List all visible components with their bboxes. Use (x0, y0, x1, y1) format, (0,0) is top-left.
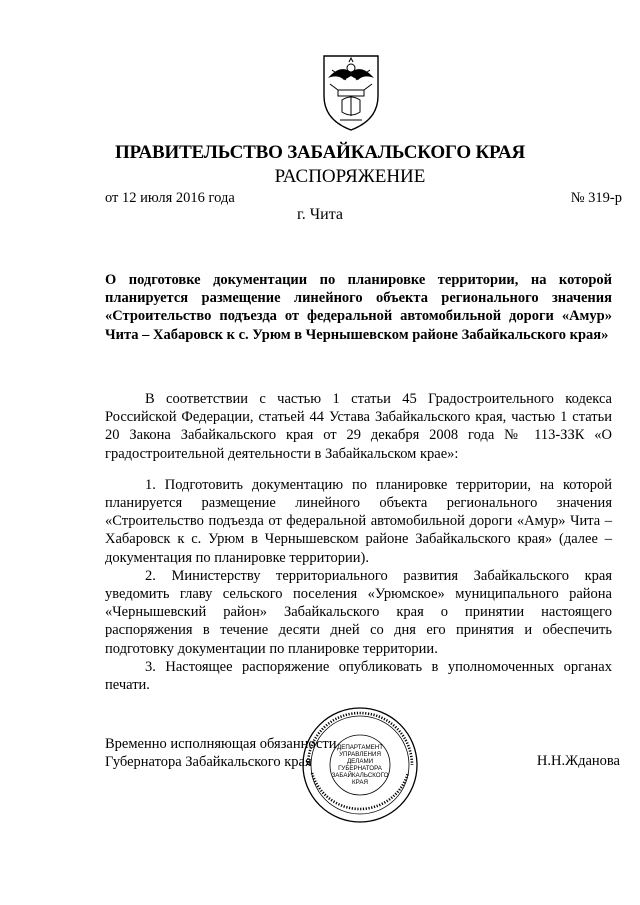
document-date: от 12 июля 2016 года (105, 190, 235, 206)
seal-line-4: ГУБЕРНАТОРА (338, 765, 382, 772)
item-1-paragraph: 1. Подготовить документацию по планировке территории, на которой планируется размещение линейного объекта регионального значения «Строительство подъезда от федеральной автомобильной дороги «Амур» Чита – Хабаровск к с. Урюм в Чернышевском районе Забайкальского края» (далее – документация по планировке территории). (105, 476, 612, 566)
seal-line-3: ДЕЛАМИ (346, 758, 374, 765)
signatory-position-line-1: Временно исполняющая обязанности (105, 736, 337, 752)
signatory-position-line-2: Губернатора Забайкальского края (105, 754, 312, 771)
document-body (105, 390, 612, 694)
seal-line-2: УПРАВЛЕНИЯ (339, 751, 381, 758)
document-number: № 319-р (570, 190, 622, 206)
preamble-paragraph: В соответствии с частью 1 статьи 45 Градостроительного кодекса Российской Федерации, статьей 44 Устава Забайкальского края, частью 1 статьи 20 Закона Забайкальского края от 29 декабря 2008 года № 113-ЗЗК «О градостроительной деятельности в Забайкальском крае»: (105, 391, 612, 462)
seal-line-6: КРАЯ (352, 779, 368, 786)
seal-line-5: ЗАБАЙКАЛЬСКОГО (331, 772, 389, 779)
government-title: ПРАВИТЕЛЬСТВО ЗАБАЙКАЛЬСКОГО КРАЯ (114, 142, 526, 163)
seal-line-1: ДЕПАРТАМЕНТ (337, 744, 383, 751)
official-seal-stamp (300, 705, 420, 825)
signatory-name: Н.Н.Жданова (536, 753, 620, 769)
document-subject: О подготовке документации по планировке территории, на которой планируется размещение линейного объекта регионального значения «Строительство подъезда от федеральной автомобильной дороги «Амур» Чита – Хабаровск к с. Урюм в Чернышевском районе Забайкальского края» (105, 272, 612, 343)
document-city: г. Чита (296, 206, 343, 223)
item-2-paragraph: 2. Министерству территориального развития Забайкальского края уведомить главу сельского поселения «Урюмское» муниципального района «Чернышевский район» Забайкальского края о принятии настоящего распоряжения в течение десяти дней со дня его принятия и обеспечить подготовку документации по планировке территории. (105, 567, 612, 657)
item-3-paragraph: 3. Настоящее распоряжение опубликовать в уполномоченных органах печати. (105, 658, 612, 694)
coat-of-arms-icon (316, 50, 386, 132)
document-type-title: РАСПОРЯЖЕНИЕ (274, 166, 426, 187)
